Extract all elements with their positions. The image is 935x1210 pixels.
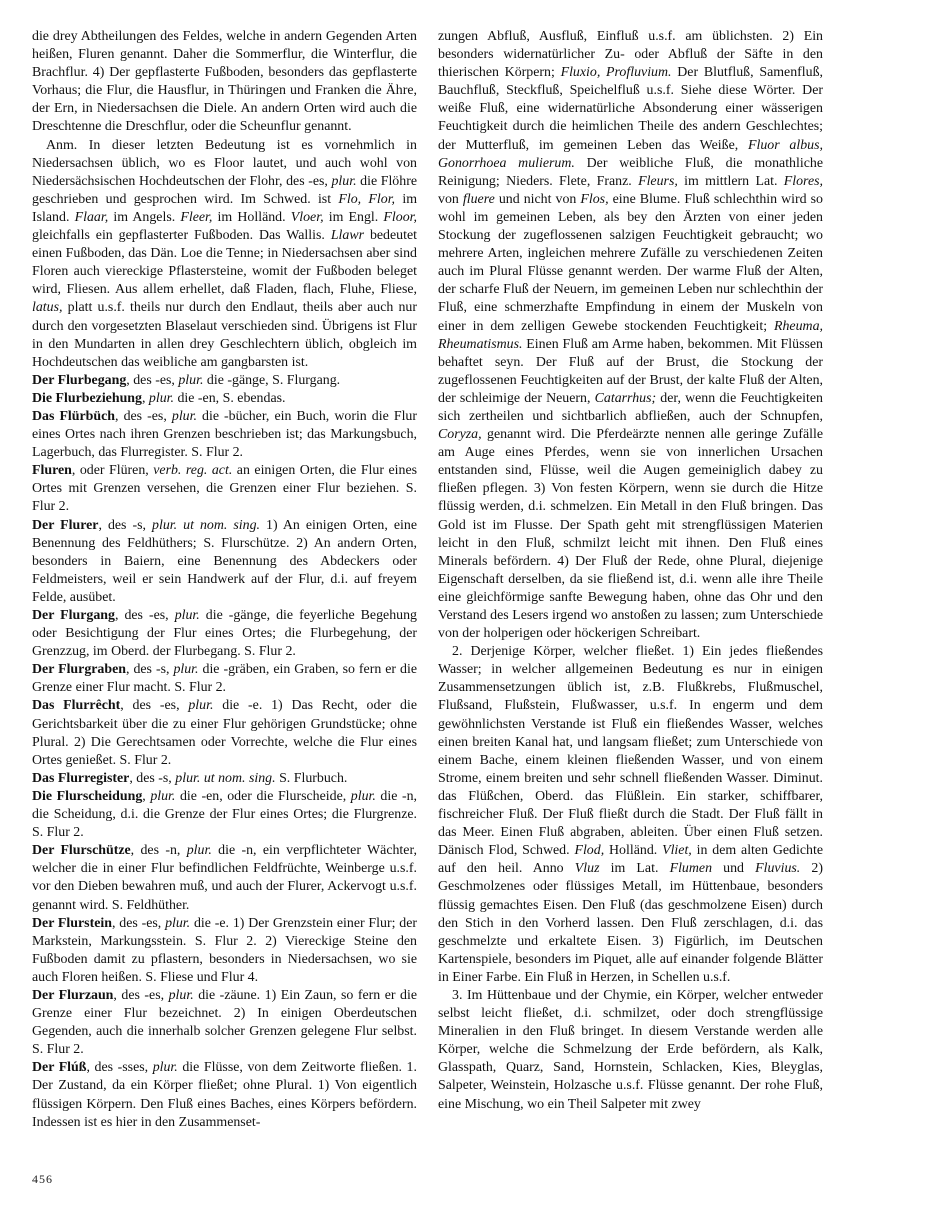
entry-headword: Das Flurregister	[32, 770, 130, 786]
italic-term: plur.	[152, 1060, 178, 1076]
italic-term: plur.	[331, 173, 357, 189]
dictionary-entry	[32, 517, 417, 607]
body-text: im Lat.	[599, 861, 670, 877]
entry-headword: Die Flurscheidung	[32, 788, 143, 804]
italic-term: Vliet,	[662, 843, 692, 859]
text-paragraph	[32, 28, 417, 137]
italic-term: Llawr	[330, 228, 365, 244]
body-text: , des -s,	[129, 770, 176, 786]
body-text: , des -n,	[130, 843, 187, 859]
body-text: S. Flurbuch.	[275, 770, 348, 786]
body-text: die Flüsse, von dem Zeitworte fließen. 1. Der Zustand, da ein Körper fließet; ohne Plural. 1) Von eigentlich flüssigen Körpern. Den Fluß eines Baches, eines Körpers befördern. Indessen ist es hier in den Zusammenset-	[32, 1060, 417, 1130]
body-text: an einigen Orten, die Flur eines Ortes mit Grenzen versehen, die Grenzen einer Flur beziehen. S. Flur 2.	[32, 463, 418, 515]
italic-term: Flod,	[574, 843, 605, 859]
entry-headword: Der Flurbegang	[32, 372, 127, 388]
italic-term: Floor,	[383, 209, 417, 225]
body-text: die -en, oder die Flurscheide,	[175, 788, 351, 804]
body-text: von	[438, 191, 463, 207]
entry-headword: Der Flurer	[32, 517, 99, 533]
body-text: Einen Fluß am Arme haben, bekommen. Mit Flüssen behaftet seyn. Der Fluß auf der Brust, die Stockung der zugeflossenen Feuchtigkeiten auf der Brust, der kalte Fluß der Alten, der schleimige der Neuern,	[438, 336, 823, 406]
italic-term: Catarrhus;	[594, 390, 657, 406]
italic-term: Flo, Flor,	[338, 191, 396, 207]
entry-headword: Das Flürbüch	[32, 408, 116, 424]
body-text: Anm. In dieser letzten Bedeutung ist es vornehmlich in Niedersachsen üblich, wo es Floor lautet, und auch wohl von Niedersächsischen Hochdeutschen der Flohr, des -es,	[32, 137, 417, 189]
body-text: 2. Derjenige Körper, welcher fließet. 1) Ein jedes fließendes Wasser; in welcher allgemeinen Bedeutung es nur in einigen Zusammensetzungen üblich ist, z.B. Flußkrebs, Flußmuschel, Flußsand, Flußstein, Flußwasser, u.s.f. In engerm und dem gewöhnlichsten Verstande ist Fluß ein fließendes Wasser, welches einen breiten Kanal hat, und langsam fließet; zum Unterschiede von einem Bache, einem kleinen fließenden Wasser, und von einem Strome, einem breiten und sehr schnell fließenden Wasser. Diminut. das Flüßchen, Oberd. das Flüßlein. Ein starker, schiffbarer, fischreicher Fluß. Der Fluß fließt durch die Stadt. Der Fluß fällt in das Meer. Einen Fluß abgraben, ableiten. Über einen Fluß setzen. Dänisch Flod, Schwed.	[438, 644, 823, 859]
body-text: , des -es,	[126, 372, 179, 388]
entry-headword: Das Flurrêcht	[32, 698, 121, 714]
body-text: und	[712, 861, 756, 877]
text-paragraph	[32, 137, 417, 372]
italic-term: plur. ut nom. sing.	[175, 770, 276, 786]
body-text: die -n, ein verpflichteter Wächter, welcher die in einer Flur befindlichen Feldfrüchte, Weinberge u.s.f. vor den Dieben bewahren muß, und auch der Flurer, Ackervogt u.s.f. genannt wird. S. Feldhüther.	[32, 843, 417, 913]
body-text: die -zäune. 1) Ein Zaun, so fern er die Grenze einer Flur bezeichnet. 2) In einigen Oberdeutschen Gegenden, auch die innerhalb solcher Grenzen gelegene Flur selbst. S. Flur 2.	[32, 987, 418, 1058]
italic-term: Flos,	[580, 191, 609, 207]
body-text: die drey Abtheilungen des Feldes, welche in andern Gegenden Arten heißen, Fluren genannt. Daher die Sommerflur, die Winterflur, die Brachflur. 4) Der gepflasterte Fußboden, besonders das gepflasterte Vorhaus; die Flur, die Hausflur, in Thüringen und Franken die Ähre, der Ern, in Niedersachsen die Diele. An andern Orten wird auch die Dreschtenne die Dreschflur, oder die Scheunflur genannt.	[32, 29, 417, 135]
body-text: die -gräben, ein Graben, so fern er die Grenze einer Flur macht. S. Flur 2.	[32, 662, 417, 696]
entry-headword: Der Flurschütze	[32, 843, 131, 859]
italic-term: Fluvius.	[755, 861, 801, 877]
body-text: der, wenn die Feuchtigkeiten sich zertheilen und sichtbarlich abfließen, auch der Schnupfen,	[438, 390, 824, 424]
text-paragraph	[438, 987, 823, 1114]
italic-term: Flaar,	[74, 209, 109, 225]
entry-headword: Fluren	[32, 463, 72, 479]
italic-term: plur.	[188, 698, 214, 714]
italic-term: Rheuma, Rheumatismus.	[438, 318, 823, 352]
text-paragraph	[438, 643, 823, 987]
dictionary-entry	[32, 1059, 417, 1131]
body-text: die -n, die Scheidung, d.i. die Grenze der Flur eines Ortes; die Flurgrenze. S. Flur 2.	[32, 788, 417, 841]
dictionary-entry	[32, 607, 417, 661]
body-text: genannt wird. Die Pferdeärzte nennen alle geringe Zufälle am Auge eines Pferdes, wenn sie von innerlichen Ursachen entstanden sind, Flüsse, weil die Augen gemeiniglich dabey zu fließen pflegen. 3) Von festen Körpern, wenn sie durch die Hitze flüssig werden, d.i. schmelzen. Ein Metall in den Fluß bringen. Das Gold ist im Flusse. Der Spath geht mit strengflüssigen Materien leicht in den Fluß, schmilzt leicht mit ihnen. Den Fluß eines Minerals befördern. 4) Der Fluß der Rede, ohne Plural, diejenige Eigenschaft derselben, da sie fließend ist, d.i. wenn alle ihre Theile eine gleichförmige sanfte Bewegung haben, ohne das Ohr und den Verstand des Lesers irgend wo anstoßen zu lassen; zum Unterschiede von der holperigen oder höckerigen Schreibart.	[438, 427, 823, 642]
body-text: im Island.	[32, 191, 417, 225]
italic-term: Fluor albus, Gonorrhoea mulierum.	[438, 137, 823, 171]
italic-term: plur.	[350, 788, 376, 804]
dictionary-entry	[32, 390, 417, 408]
body-text: im mittlern Lat.	[677, 173, 784, 189]
body-text: , des -s,	[126, 662, 174, 678]
dictionary-entry	[32, 408, 417, 462]
italic-term: plur.	[165, 915, 191, 931]
italic-term: Fleer,	[180, 209, 213, 225]
italic-term: latus,	[32, 300, 63, 316]
body-text: , des -es,	[113, 987, 169, 1003]
dictionary-entry	[32, 462, 417, 516]
body-text: , oder Flüren,	[71, 463, 154, 479]
body-text: die -e. 1) Der Grenzstein einer Flur; der Markstein, Markungsstein. S. Flur 2. 2) Viereckige Steine den Fußboden damit zu pflastern, besonders in Niedersachsen, wo sie auch Floren heißen. S. Fliese und Flur 4.	[32, 915, 417, 985]
italic-term: Flumen	[669, 861, 713, 877]
dictionary-entry	[32, 770, 417, 788]
dictionary-entry	[32, 987, 417, 1059]
dictionary-entry	[32, 372, 417, 390]
italic-term: plur.	[174, 608, 200, 623]
entry-headword: Der Flurstein	[32, 915, 112, 931]
text-paragraph	[438, 28, 823, 643]
dictionary-entry	[32, 697, 417, 769]
body-text: , des -sses,	[86, 1060, 153, 1076]
italic-term: plur.	[150, 788, 176, 804]
italic-term: fluere	[462, 191, 495, 207]
italic-term: plur.	[178, 372, 204, 388]
body-text: im Angels.	[108, 209, 181, 225]
entry-headword: Der Flurgraben	[32, 662, 126, 678]
italic-term: Fluxio, Profluvium.	[560, 65, 672, 81]
body-text: Der weibliche Fluß, die monathliche Reinigung; Nieders. Flete, Franz.	[438, 155, 823, 189]
dictionary-entry	[32, 842, 417, 914]
body-text: die -gänge, die feyerliche Begehung oder Besichtigung der Flur eines Ortes; die Flurbegehung, der Grenzzug, im Oberd. der Flurbegang. S. Flur 2.	[32, 608, 417, 660]
italic-term: plur.	[173, 662, 199, 678]
right-column	[438, 28, 823, 1114]
italic-term: verb. reg. act.	[153, 463, 233, 479]
italic-term: plur.	[171, 408, 197, 424]
body-text: ,	[141, 390, 149, 406]
body-text: , des -es,	[120, 698, 189, 714]
body-text: eine Blume. Fluß schlechthin wird so wohl im gemeinen Leben, als bey den Ärzten von einer jeden Stockung der zugeflossenen salzigen Feuchtigkeit gebraucht; wo mehrere Arten, ingleichen mehrere Zufälle zu verschiedenen Zeiten auch im Plural Flüsse genannt werden. Der warme Fluß der Alten, der scharfe Fluß der Neuern, im gemeinen Leben nur schlechthin der Fluß, eine schmerzhafte Empfindung in einem der Muskeln von einer in dem zelligen Gewebe stockenden Feuchtigkeit;	[438, 191, 823, 334]
italic-term: plur. ut nom. sing.	[152, 517, 260, 533]
body-text: bedeutet einen Fußboden, das Dän. Loe die Tenne; in Niedersachsen aber sind Floren auch viereckige Pflastersteine, womit der Fußboden beleget wird, Fliesen. Aus allem erhellet, daß Fladen, flach, Fluhe, Fliese,	[32, 228, 417, 298]
italic-term: Coryza,	[438, 427, 482, 443]
body-text: die Flöhre geschrieben und gesprochen wird. Im Schwed. ist	[32, 173, 417, 207]
body-text: platt u.s.f. theils nur durch den Endlaut, theils aber auch nur durch den vorgesetzten Blaselaut verschieden sind. Übrigens ist Flur in den Mundarten in allen drey Geschlechtern üblich, obgleich im Hochdeutschen das weibliche am gangbarsten ist.	[32, 300, 417, 370]
dictionary-entry	[32, 788, 417, 842]
italic-term: Fleurs,	[638, 173, 678, 189]
body-text: im Holländ.	[212, 209, 291, 225]
body-text: Holländ.	[604, 843, 663, 859]
italic-term: Vloer,	[290, 209, 324, 225]
body-text: in dem alten Gedichte auf den heil. Anno	[438, 843, 823, 877]
body-text: ,	[142, 788, 151, 804]
body-text: 1) An einigen Orten, eine Benennung des Feldhüthers; S. Flurschütze. 2) An andern Orten, besonders in Baiern, eine Benennung des Abdeckers oder Feldmeisters, weil er sein Handwerk auf der Flur, d.i. auf freyem Felde, ausübet.	[32, 517, 417, 605]
entry-headword: Der Flúß	[32, 1060, 87, 1076]
body-text: im Engl.	[323, 209, 384, 225]
body-text: die -en, S. ebendas.	[174, 390, 286, 406]
body-text: , des -es,	[115, 408, 172, 424]
dictionary-entry	[32, 661, 417, 697]
body-text: , des -es,	[114, 608, 175, 623]
body-text: 2) Geschmolzenes oder flüssiges Metall, im Hüttenbaue, besonders flüssig gemachtes Eisen. Den Fluß (das geschmolzene Eisen) durch den Stich in den Vorherd lassen. Den Fluß zerschlagen, d.i. das geschmelzte und erkaltete Eisen. 3) Figürlich, im Deutschen Kartenspiele, besonders im Piquet, alle auf einander folgende Blätter in Einer Farbe. Ein Fluß in Herzen, in Schellen u.s.f.	[438, 861, 823, 985]
page-number: 456	[32, 1172, 53, 1186]
body-text: , des -es,	[111, 915, 166, 931]
left-column	[32, 28, 417, 1132]
entry-headword: Der Flurgang	[32, 608, 115, 623]
body-text: , des -s,	[98, 517, 153, 533]
body-text: die -gänge, S. Flurgang.	[203, 372, 341, 388]
italic-term: plur.	[148, 390, 175, 406]
italic-term: plur.	[168, 987, 194, 1003]
body-text: die -bücher, ein Buch, worin die Flur eines Ortes nach ihren Grenzen beschrieben ist; das Markungsbuch, Lagerbuch, das Flurregister. S. Flur 2.	[32, 408, 417, 461]
italic-term: Flores,	[783, 173, 823, 189]
body-text: gleichfalls ein gepflasterter Fußboden. Das Wallis.	[32, 228, 331, 244]
italic-term: Vluz	[574, 861, 600, 877]
italic-term: plur.	[186, 843, 212, 859]
body-text: und nicht von	[494, 191, 581, 207]
body-text: 3. Im Hüttenbaue und der Chymie, ein Körper, welcher entweder selbst leicht fließet, d.i. schmilzet, oder doch strengflüssige Mineralien in den Fluß bringet. In diesem Verstande werden alle Körper, welche die Schmelzung der Erde befördern, als Kalk, Glasspath, Quarz, Sand, Hornstein, Schlacken, Kies, Bleyglas, Salpeter, Weinstein, Holzasche u.s.f. Flüsse genannt. Der rohe Fluß, eine Mischung, wo ein Theil Salpeter mit zwey	[438, 987, 823, 1112]
entry-headword: Die Flurbeziehung	[32, 390, 142, 406]
body-text: Der Blutfluß, Samenfluß, Bauchfluß, Steckfluß, Speichelfluß u.s.f. Siehe diese Wörter. Der weiße Fluß, eine widernatürliche Absonderung einer wässerigen Feuchtigkeit durch die heimlichen Theile des andern Geschlechtes; der Mutterfluß, im gemeinen Leben das Weiße,	[438, 65, 823, 153]
entry-headword: Der Flurzaun	[32, 987, 114, 1003]
body-text: zungen Abfluß, Ausfluß, Einfluß u.s.f. am üblichsten. 2) Ein besonders widernatürlicher Zu- oder Abfluß der Säfte in den thierischen Körpern;	[438, 29, 823, 81]
dictionary-entry	[32, 915, 417, 987]
body-text: die -e. 1) Das Recht, oder die Gerichtsbarkeit über die zu einer Flur gehörigen Grundstücke; ohne Plural. 2) Die Gerechtsamen oder Vorrechte, welche die Flur eines Ortes genießet. S. Flur 2.	[32, 698, 418, 768]
